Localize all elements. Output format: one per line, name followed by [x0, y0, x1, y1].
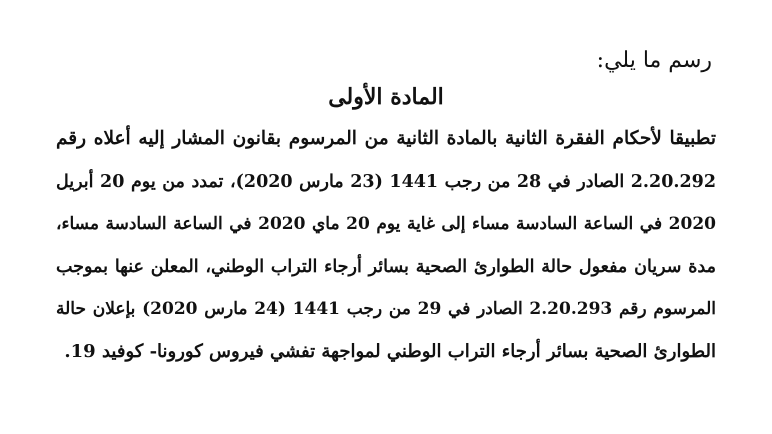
article-body-line: 2.20.292 الصادر في 28 من رجب 1441 (23 مارس 2020)، تمدد من يوم 20 أبريل: [56, 171, 716, 192]
article-body-line: المرسوم رقم 2.20.293 الصادر في 29 من رجب 1441 (24 مارس 2020) بإعلان حالة: [56, 299, 717, 319]
article-body-line: تطبيقا لأحكام الفقرة الثانية بالمادة الثانية من المرسوم بقانون المشار إليه أعلاه رقم: [56, 128, 716, 149]
article-body-line: 2020 في الساعة السادسة مساء إلى غاية يوم 20 ماي 2020 في الساعة السادسة مساء،: [56, 214, 716, 234]
article-title: المادة الأولى: [328, 84, 444, 110]
article-body-line: مدة سريان مفعول حالة الطوارئ الصحية بسائر أرجاء التراب الوطني، المعلن عنها بموجب: [56, 256, 716, 277]
preamble-text: رسم ما يلي:: [596, 48, 712, 73]
article-body-line: الطوارئ الصحية بسائر أرجاء التراب الوطني لمواجهة تفشي فيروس كورونا- كوفيد 19.: [64, 340, 716, 362]
article-body: [56, 118, 716, 373]
decree-excerpt: [56, 46, 716, 373]
